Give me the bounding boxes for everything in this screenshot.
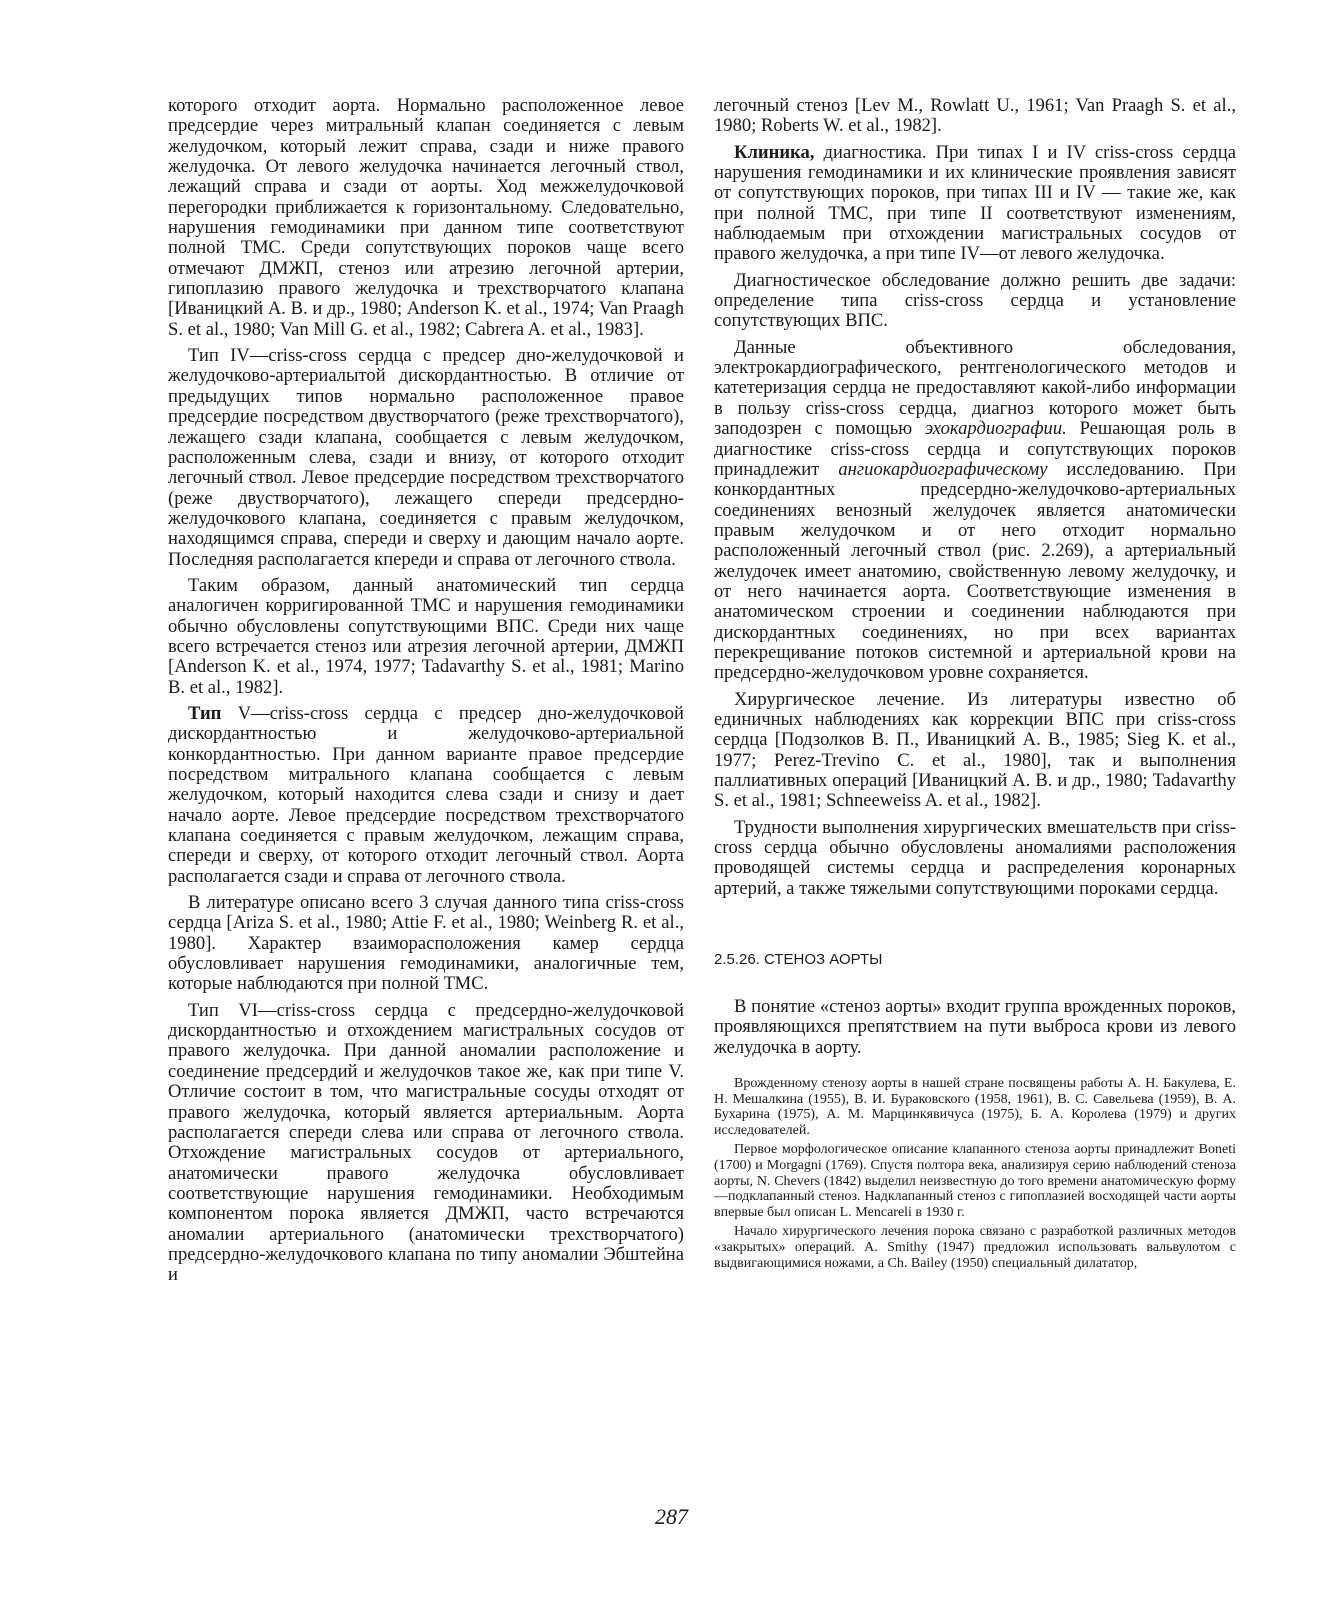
left-column: [168, 96, 684, 1292]
paragraph: [168, 704, 684, 887]
text-run: диагностика. При типах I и IV criss-cross сердца нарушения гемодинамики и их клинические проявления зависят от сопутствующих пороков, при типах III и IV — такие же, как при полной ТМС, при типе II соответствуют изменениям, наблюдаемым при отхождении магистральных сосудов от правого желудочка, а при типе IV—от левого желудочка.: [714, 141, 1236, 265]
italic-run: эхокардиографии.: [924, 418, 1067, 440]
section-heading: 2.5.26. СТЕНОЗ АОРТЫ: [714, 951, 883, 969]
section-intro: В понятие «стеноз аорты» входит группа врожденных пороков, проявляющихся препятствием на пути выброса крови из левого желудочка в аорту.: [714, 996, 1236, 1058]
small-paragraph: Первое морфологическое описание клапанного стеноза аорты принадлежит Boneti (1700) и Morgagni (1769). Спустя полтора века, анализируя серию наблюдений стеноза аорты, N. Chevers (1842) выделил неизвестную до того времени анатомическую форму—подклапанный стеноз. Надклапанный стеноз с гипоплазией восходящей части аорты впервые был описан L. Mencareli в 1930 г.: [714, 1142, 1236, 1220]
italic-run: ангиокардиографическому: [838, 458, 1048, 480]
paragraph: Тип VI—criss-cross сердца с предсердно-желудочковой дискордантностью и отхождением магистральных сосудов от правого желудочка. При данной аномалии расположение и соединение предсердий и желудочков такое же, как при типе V. Отличие состоит в том, что магистральные сосуды отходят от правого желудочка, который является артериальным. Аорта располагается спереди слева или справа от легочного ствола. Отхождение магистральных сосудов от артериального, анатомически правого желудочка обусловливает соответствующие нарушения гемодинамики. Необходимым компонентом порока является ДМЖП, часто встречаются аномалии артериального (анатомически трехстворчатого) предсердно-желудочкового клапана по типу аномалии Эбштейна и: [168, 999, 684, 1286]
right-column: [714, 96, 1236, 1275]
bold-run: Тип: [188, 702, 222, 724]
paragraph: Тип IV—criss-cross сердца с предсер дно-желудочковой и желудочково-артериалытой дискордантностью. В отличие от предыдущих типов нормально расположенное правое предсердие посредством двустворчатого (реже трехстворчатого), лежащего сзади клапана, сообщается с левым желудочком, расположенным слева, сзади и внизу, от которого отходит легочный ствол. Левое предсердие посредством трехстворчатого (реже двустворчатого), лежащего спереди предсердно-желудочкового клапана, соединяется с правым желудочком, находящимся справа, спереди и сверху и дающим начало аорте. Последняя располагается кпереди и справа от легочного ствола.: [168, 345, 684, 570]
text-run: Данные объективного обследования, электрокардиографического, рентгенологического методов и катетеризация сердца не предоставляют какой-либо информации в пользу criss-cross сердца, диагноз которого может быть заподозрен с помощью: [714, 336, 1236, 440]
paragraph: легочный стеноз [Lev M., Rowlatt U., 1961; Van Praagh S. et al., 1980; Roberts W. et al., 1982].: [714, 95, 1236, 137]
paragraph: которого отходит аорта. Нормально расположенное левое предсердие через митральный клапан соединяется с левым желудочком, который лежит справа, сзади и ниже правого желудочка. От левого желудочка начинается легочный ствол, лежащий справа и сзади от аорты. Ход межжелудочковой перегородки приближается к горизонтальному. Следовательно, нарушения гемодинамики при данном типе соответствуют полной ТМС. Среди сопутствующих пороков чаще всего отмечают ДМЖП, стеноз или атрезию легочной артерии, гипоплазию правого желудочка и трехстворчатого клапана [Иваницкий А. В. и др., 1980; Anderson K. et al., 1974; Van Praagh S. et al., 1980; Van Mill G. et al., 1982; Cabrera A. et al., 1983].: [168, 95, 684, 340]
paragraph: Трудности выполнения хирургических вмешательств при criss-cross сердца обычно обусловлены аномалиями расположения проводящей системы сердца и распределения коронарных артерий, а также тяжелыми сопутствующими пороками сердца.: [714, 816, 1236, 899]
paragraph: Диагностическое обследование должно решить две задачи: определение типа criss-cross сердца и установление сопутствующих ВПС.: [714, 269, 1236, 332]
paragraph: [714, 338, 1236, 684]
bold-run: Клиника,: [734, 141, 815, 163]
paragraph: В литературе описано всего 3 случая данного типа criss-cross сердца [Ariza S. et al., 1980; Attie F. et al., 1980; Weinberg R. et al., 1980]. Характер взаиморасположения камер сердца обусловливает нарушения гемодинамики, аналогичные тем, которые наблюдаются при полной ТМС.: [168, 892, 684, 995]
small-paragraph: Начало хирургического лечения порока связано с разработкой различных методов «закрытых» операций. A. Smithy (1947) предложил использовать вальвулотом с выдвигающимися ножами, а Ch. Bailey (1950) специальный дилататор,: [714, 1224, 1236, 1271]
page-number: 287: [655, 1504, 688, 1529]
paragraph: Таким образом, данный анатомический тип сердца аналогичен корригированной ТМС и нарушения гемодинамики обычно обусловлены сопутствующими ВПС. Среди них чаще всего встречается стеноз или атрезия легочной артерии, ДМЖП [Anderson K. et al., 1974, 1977; Tadavarthy S. et al., 1981; Marino B. et al., 1982].: [168, 574, 684, 698]
text-run: исследованию. При конкордантных предсердно-желудочково-артериальных соединениях венозный желудочек является анатомически правым желудочком и от него отходит нормально расположенный легочный ствол (рис. 2.269), а артериальный желудочек имеет анатомию, свойственную левому желудочку, и от него начинается аорта. Соответствующие изменения в анатомическом строении и соединении наблюдаются при дискордантных соединениях, но при всех вариантах перекрещивание потоков системной и артериальной крови на предсердно-желудочковом уровне сохраняется.: [714, 458, 1237, 684]
small-paragraph: Врожденному стенозу аорты в нашей стране посвящены работы А. Н. Бакулева, Е. Н. Мешалкина (1955), В. И. Бураковского (1958, 1961), В. С. Савельева (1959), В. А. Бухарина (1975), А. М. Марцинкявичуса (1975), Б. А. Королева (1979) и других исследователей.: [714, 1076, 1236, 1138]
text-run: Решающая роль в диагностике criss-cross сердца и сопутствующих пороков принадлежит: [714, 418, 1237, 480]
paragraph: Хирургическое лечение. Из литературы известно об единичных наблюдениях как коррекции ВПС при criss-cross сердца [Подзолков В. П., Иваницкий А. В., 1985; Sieg K. et al., 1977; Perez-Trevino C. et al., 1980], так и выполнения паллиативных операций [Иваницкий А. В. и др., 1980; Tadavarthy S. et al., 1981; Schneeweiss A. et al., 1982].: [714, 688, 1236, 812]
paragraph: [714, 143, 1236, 265]
text-run: V—criss-cross сердца с предсер дно-желудочковой дискордантностью и желудочково-артериальной конкордантностью. При данном варианте правое предсердие посредством митрального клапана сообщается с левым желудочком, который находится слева сзади и снизу и дает начало аорте. Левое предсердие посредством трехстворчатого клапана соединяется с правым желудочком, лежащим справа, спереди и сверху, от которого отходит легочный ствол. Аорта располагается сзади и справа от легочного ствола.: [168, 702, 684, 887]
